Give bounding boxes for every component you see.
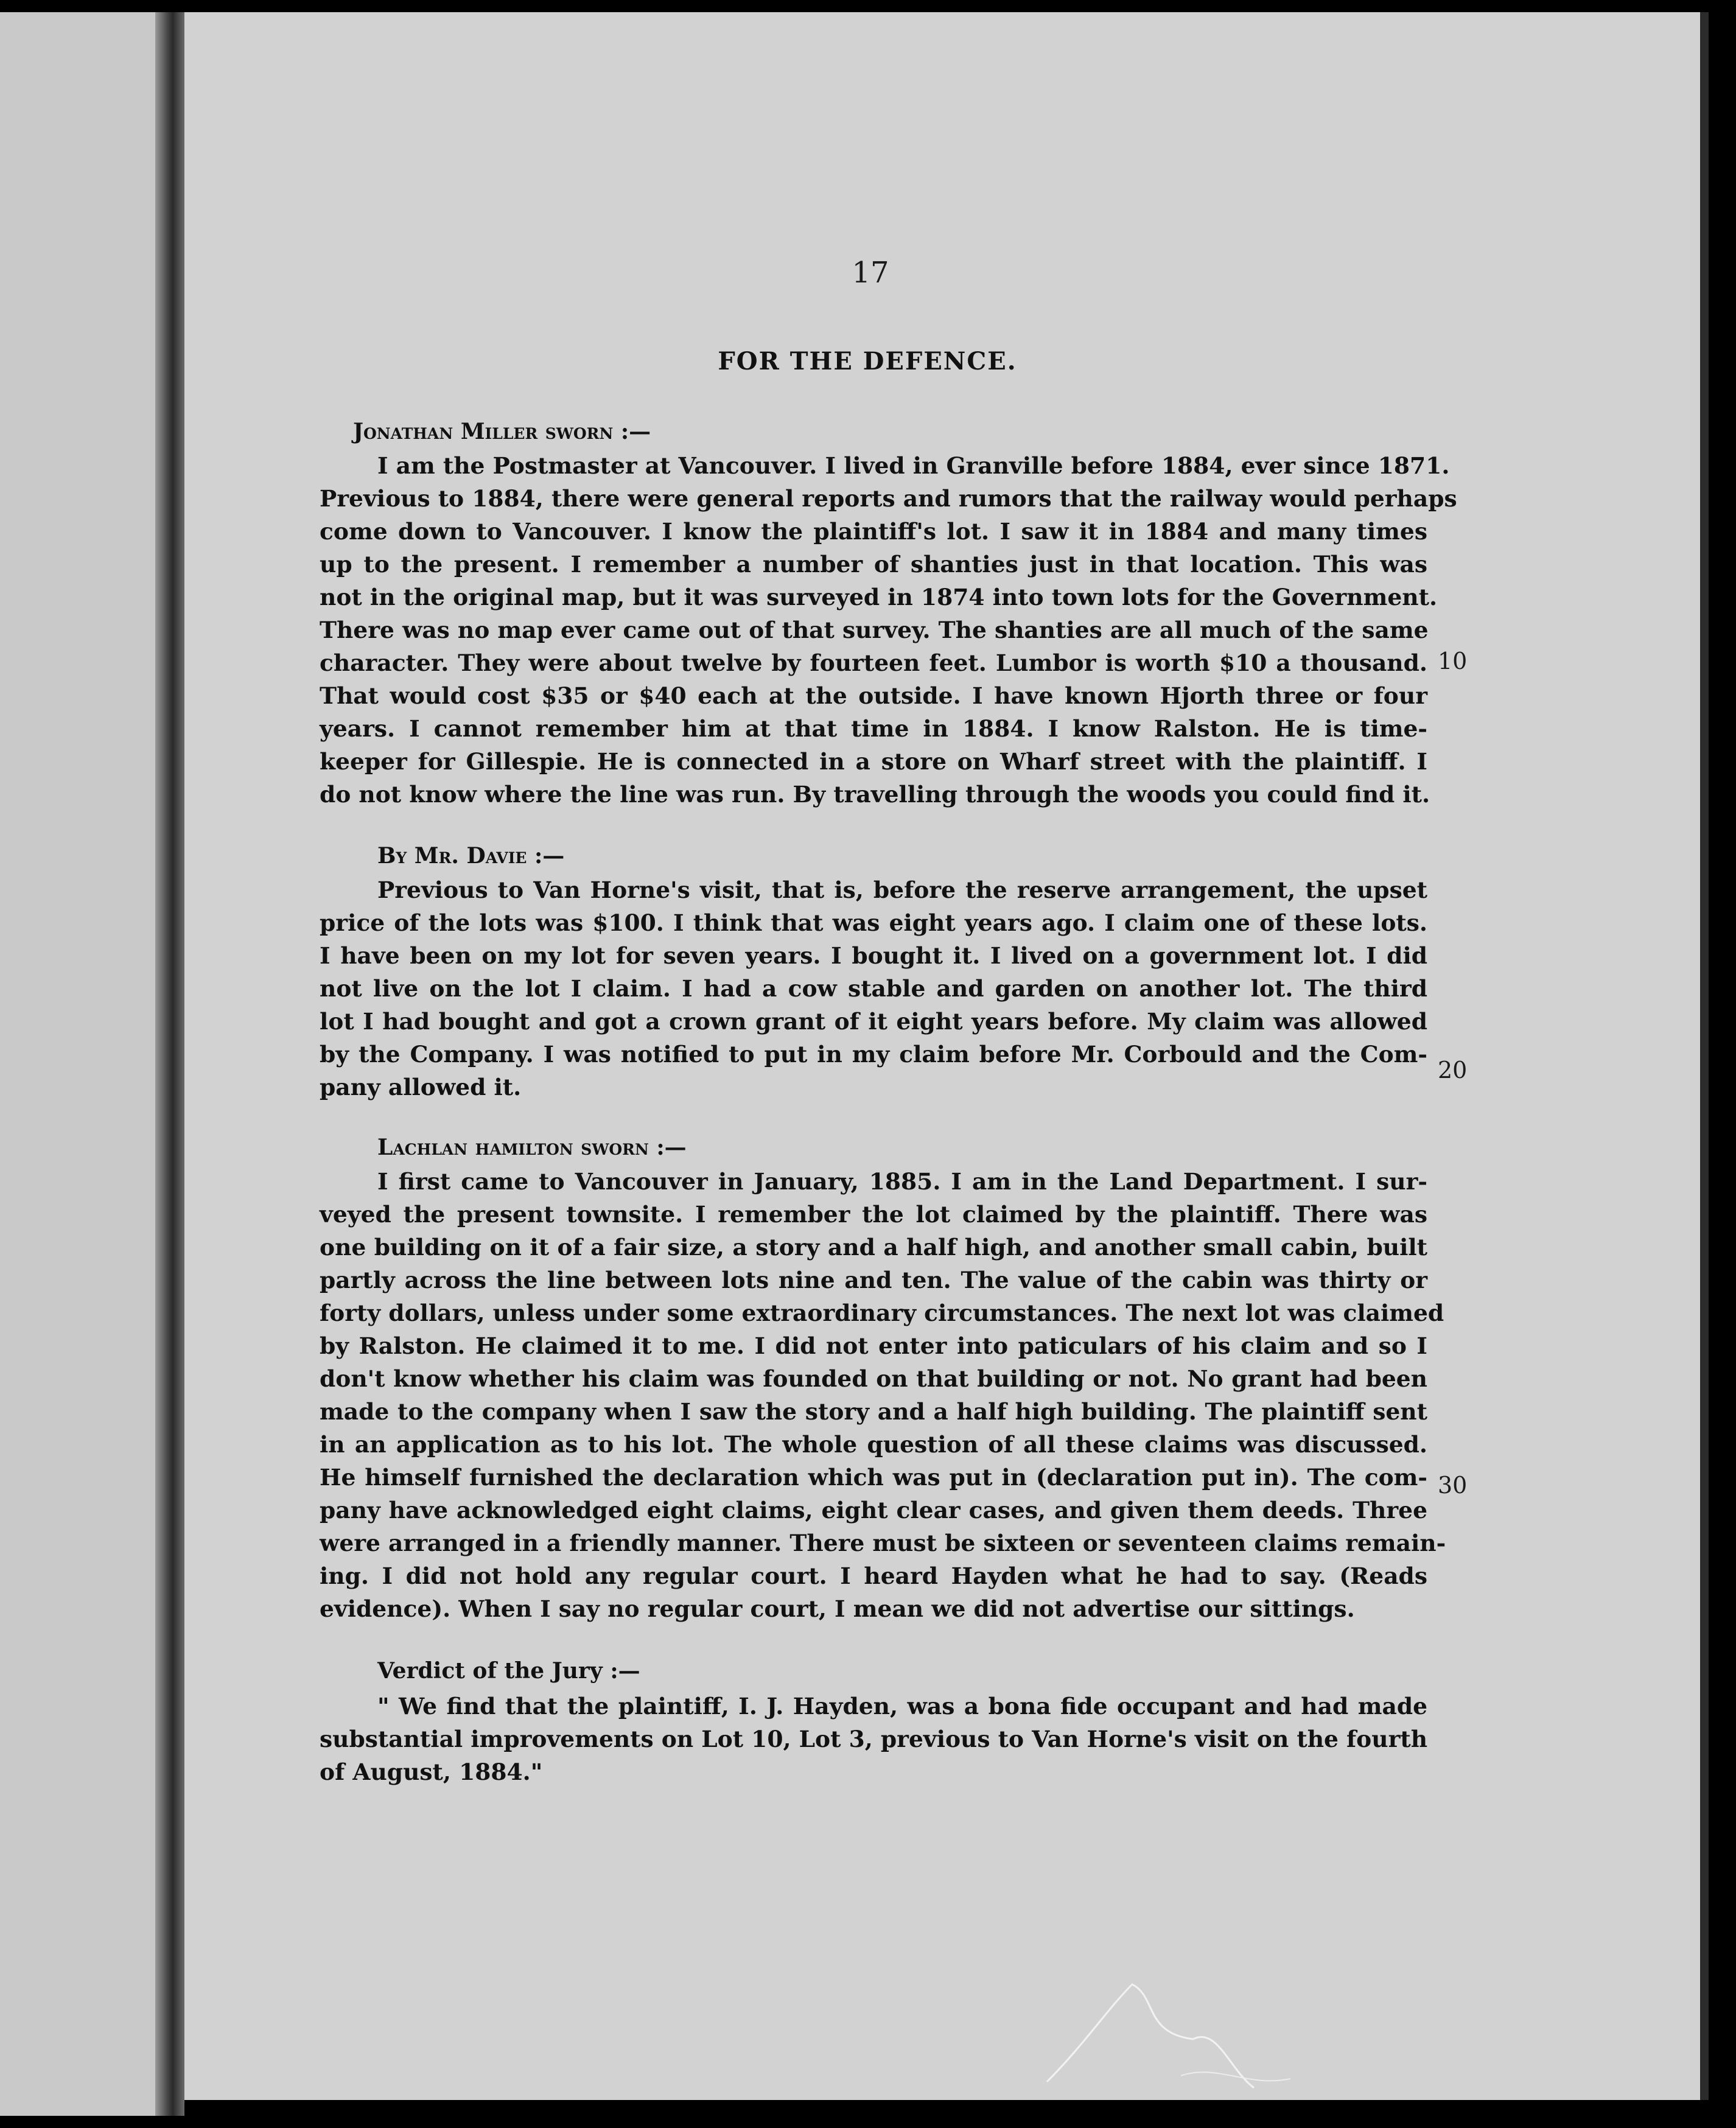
speaker-heading-hamilton: Lachlan hamilton sworn :—: [377, 1135, 687, 1160]
text-line: do not know where the line was run. By travelling through the woods you could find it.: [320, 781, 1430, 808]
text-line: years. I cannot remember him at that time in 1884. I know Ralston. He is time-: [320, 715, 1427, 742]
facing-page-edge: [0, 12, 155, 2116]
testimony-davie: [320, 873, 1427, 1104]
text-line: Previous to 1884, there were general reports and rumors that the railway would perhaps: [320, 485, 1457, 512]
margin-line-number: 30: [1438, 1472, 1468, 1499]
testimony-miller: [320, 449, 1457, 811]
margin-line-number: 20: [1438, 1057, 1468, 1083]
text-line: were arranged in a friendly manner. There must be sixteen or seventeen claims remain-: [320, 1530, 1446, 1556]
text-line: of August, 1884.": [320, 1759, 543, 1785]
text-line: veyed the present townsite. I remember the lot claimed by the plaintiff. There was: [320, 1201, 1427, 1228]
margin-line-number: 10: [1438, 648, 1468, 674]
text-line: made to the company when I saw the story and a half high building. The plaintiff sent: [320, 1398, 1427, 1425]
text-line: I am the Postmaster at Vancouver. I lived in Granville before 1884, ever since 1871.: [377, 452, 1450, 479]
text-line: That would cost $35 or $40 each at the outside. I have known Hjorth three or four: [320, 682, 1427, 709]
text-line: I first came to Vancouver in January, 1885. I am in the Land Department. I sur-: [377, 1168, 1427, 1195]
text-line: substantial improvements on Lot 10, Lot 3, previous to Van Horne's visit on the fourth: [320, 1726, 1428, 1752]
page-number: 17: [852, 256, 889, 290]
text-line: keeper for Gillespie. He is connected in a store on Wharf street with the plaintiff. I: [320, 748, 1427, 775]
text-line: I have been on my lot for seven years. I bought it. I lived on a government lot. I did: [320, 942, 1427, 969]
page-right-edge: [1700, 12, 1709, 2100]
text-line: by Ralston. He claimed it to me. I did not enter into paticulars of his claim and so I: [320, 1332, 1427, 1359]
text-line: price of the lots was $100. I think that was eight years ago. I claim one of these lots.: [320, 909, 1427, 936]
text-line: not live on the lot I claim. I had a cow stable and garden on another lot. The third: [320, 975, 1427, 1002]
text-line: by the Company. I was notified to put in my claim before Mr. Corbould and the Com-: [320, 1041, 1427, 1068]
page-fold: [155, 12, 184, 2116]
text-line: partly across the line between lots nine and ten. The value of the cabin was thirty or: [320, 1267, 1427, 1293]
verdict-text: [320, 1690, 1427, 1788]
text-line: pany have acknowledged eight claims, eight clear cases, and given them deeds. Three: [320, 1497, 1427, 1524]
text-line: ing. I did not hold any regular court. I heard Hayden what he had to say. (Reads: [320, 1563, 1427, 1589]
text-line: Previous to Van Horne's visit, that is, before the reserve arrangement, the upset: [377, 877, 1427, 903]
text-line: forty dollars, unless under some extraordinary circumstances. The next lot was claimed: [320, 1300, 1444, 1326]
text-line: don't know whether his claim was founded on that building or not. No grant had been: [320, 1365, 1427, 1392]
text-line: evidence). When I say no regular court, I mean we did not advertise our sittings.: [320, 1595, 1355, 1622]
text-line: come down to Vancouver. I know the plaintiff's lot. I saw it in 1884 and many times: [320, 518, 1427, 545]
text-line: " We find that the plaintiff, I. J. Hayden, was a bona fide occupant and had made: [377, 1693, 1427, 1720]
testimony-hamilton: [320, 1165, 1446, 1625]
text-line: in an application as to his lot. The whole question of all these claims was discussed.: [320, 1431, 1427, 1458]
speaker-heading-miller: Jonathan Miller sworn :—: [353, 419, 651, 444]
text-line: character. They were about twelve by fourteen feet. Lumbor is worth $10 a thousand.: [320, 649, 1427, 676]
text-line: up to the present. I remember a number of shanties just in that location. This was: [320, 551, 1427, 578]
text-line: He himself furnished the declaration which was put in (declaration put in). The com-: [320, 1464, 1427, 1491]
text-line: pany allowed it.: [320, 1074, 522, 1101]
pencil-scribble: [1035, 1972, 1643, 2094]
text-line: one building on it of a fair size, a story and a half high, and another small cabin, built: [320, 1234, 1427, 1261]
text-line: lot I had bought and got a crown grant of it eight years before. My claim was allowed: [320, 1008, 1427, 1035]
section-title: FOR THE DEFENCE.: [718, 347, 1017, 376]
speaker-heading-verdict: Verdict of the Jury :—: [377, 1658, 640, 1684]
text-line: not in the original map, but it was surveyed in 1874 into town lots for the Government.: [320, 584, 1438, 611]
text-line: There was no map ever came out of that survey. The shanties are all much of the same: [320, 617, 1429, 643]
speaker-heading-davie: By Mr. Davie :—: [377, 843, 565, 869]
